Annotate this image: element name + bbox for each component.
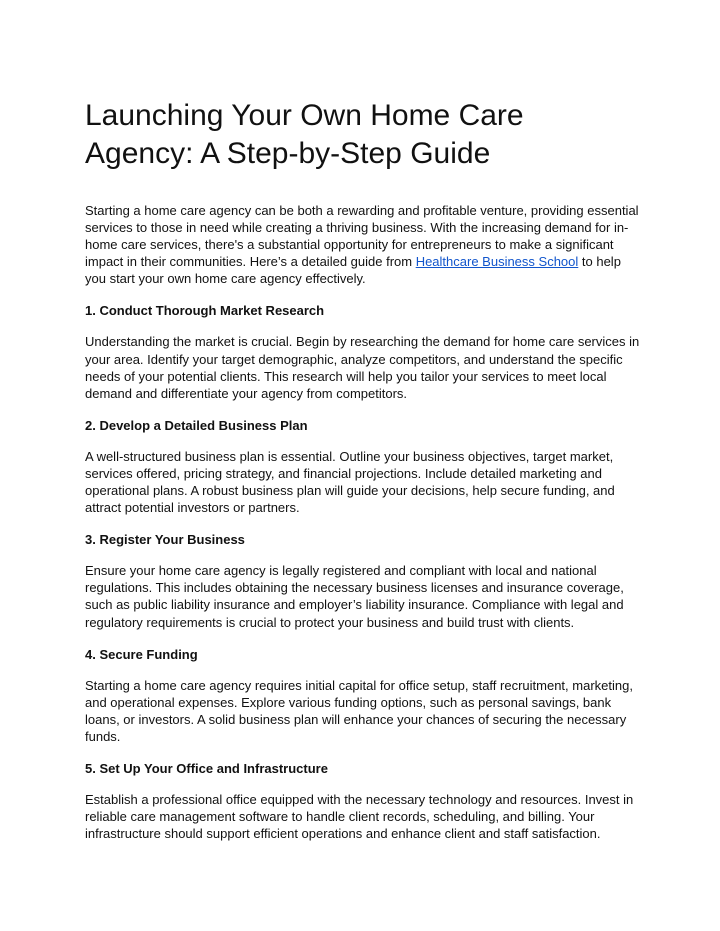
section-heading-market-research: 1. Conduct Thorough Market Research (85, 303, 325, 319)
section-heading-office-infrastructure: 5. Set Up Your Office and Infrastructure (85, 760, 328, 776)
healthcare-business-school-link[interactable]: Healthcare Business School (415, 254, 579, 270)
document-title: Launching Your Own Home Care Agency: A Step-by-Step Guide (85, 99, 524, 170)
intro-text-after-link: to help you start your own home care agency effectively. (85, 254, 621, 287)
section-body-business-plan: A well-structured business plan is essential. Outline your business objectives, target market, services offered, pricing strategy, and financial projections. Include detailed marketing and operational plans. A robust business plan will guide your decisions, help secure funding, and attract potential investors or partners. (85, 448, 615, 516)
section-body-market-research: Understanding the market is crucial. Begin by researching the demand for home care services in your area. Identify your target demographic, analyze competitors, and understand the specific needs of your potential clients. This research will help you tailor your services to meet local demand and differentiate your agency from competitors. (85, 334, 640, 401)
intro-text-before-link: Starting a home care agency can be both a rewarding and profitable venture, providing essential services to those in need while creating a thriving business. With the increasing demand for in-home care services, there's a substantial opportunity for entrepreneurs to make a significant impact in their communities. Here’s a detailed guide from (85, 203, 639, 270)
section-body-secure-funding: Starting a home care agency requires initial capital for office setup, staff recruitment, marketing, and operational expenses. Explore various funding options, such as personal savings, bank loans, or investors. A solid business plan will enhance your chances of securing the necessary funds. (85, 677, 633, 744)
section-heading-business-plan: 2. Develop a Detailed Business Plan (85, 417, 308, 433)
intro-paragraph (85, 202, 645, 287)
section-heading-secure-funding: 4. Secure Funding (85, 646, 198, 662)
section-body-office-infrastructure: Establish a professional office equipped with the necessary technology and resources. Invest in reliable care management software to handle client records, scheduling, and billing. Your infrastructure should support efficient operations and enhance client and staff satisfaction. (85, 791, 634, 842)
section-heading-register-business: 3. Register Your Business (85, 532, 245, 548)
section-body-register-business: Ensure your home care agency is legally registered and compliant with local and national regulations. This includes obtaining the necessary business licenses and insurance coverage, such as public liability insurance and employer’s liability insurance. Compliance with legal and regulatory requirements is crucial to protect your business and build trust with clients. (85, 563, 624, 630)
